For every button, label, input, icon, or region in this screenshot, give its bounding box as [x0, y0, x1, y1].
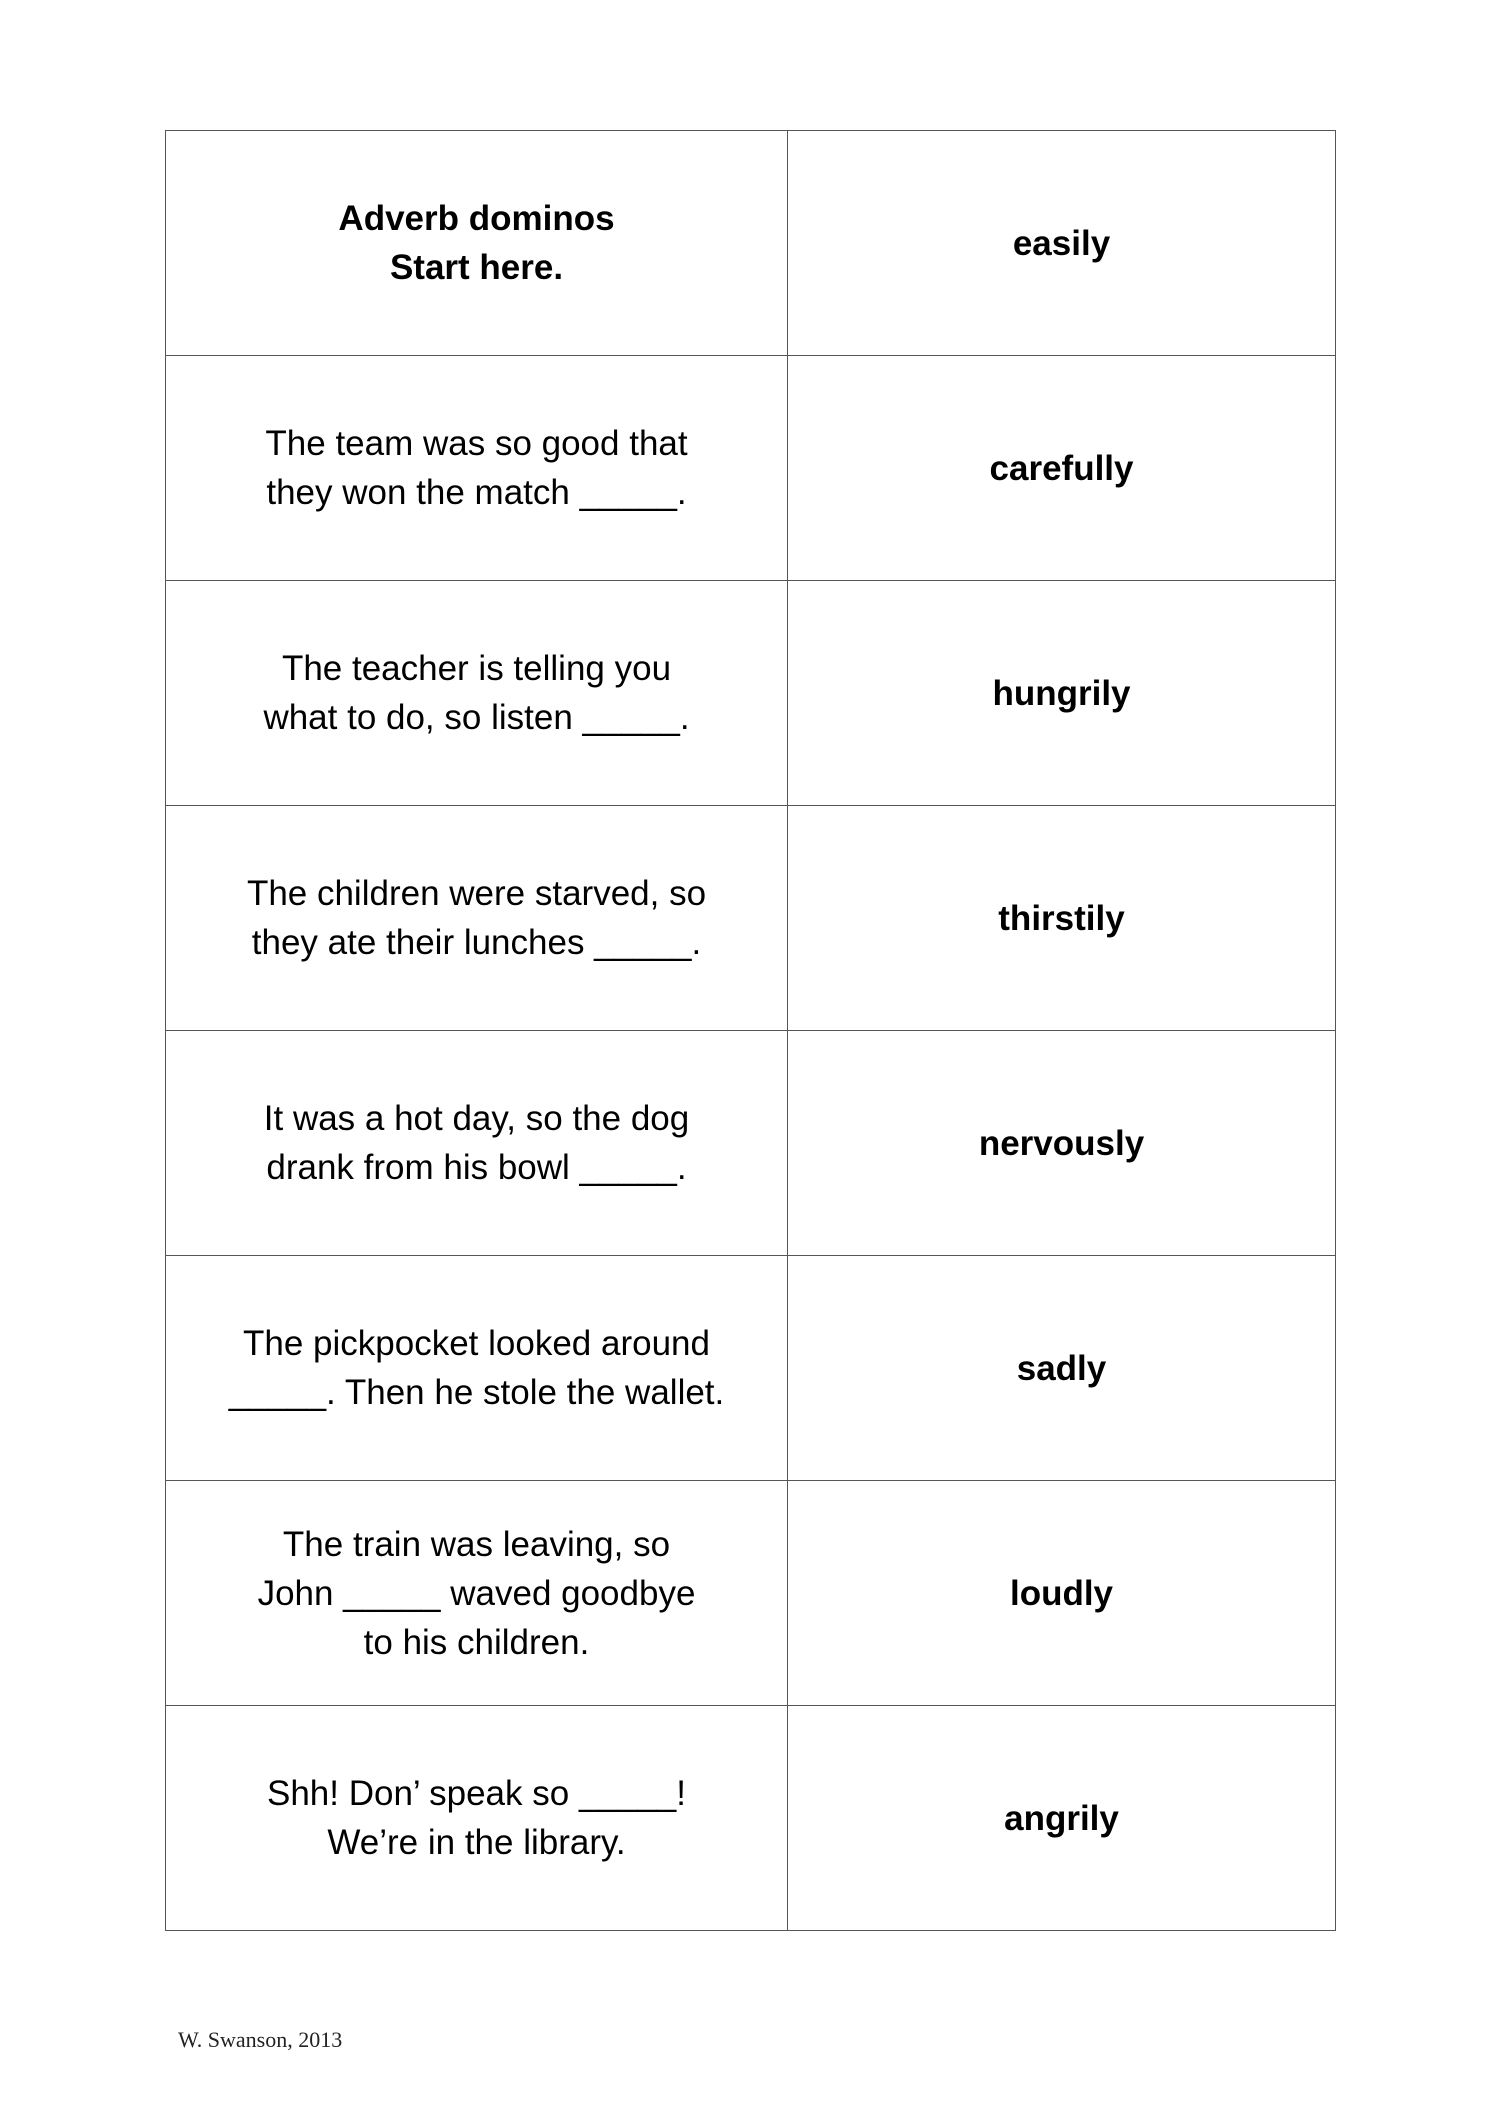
domino-sentence: The teacher is telling you what to do, so listen _____. [166, 581, 788, 806]
domino-sentence: The children were starved, so they ate their lunches _____. [166, 806, 788, 1031]
domino-row [166, 1481, 1336, 1706]
domino-row [166, 1706, 1336, 1931]
author-credit: W. Swanson, 2013 [178, 2027, 343, 2052]
domino-answer: loudly [788, 1481, 1336, 1706]
domino-title: Adverb dominos Start here. [166, 131, 788, 356]
domino-answer: carefully [788, 356, 1336, 581]
domino-row [166, 1031, 1336, 1256]
domino-row [166, 581, 1336, 806]
domino-answer: sadly [788, 1256, 1336, 1481]
domino-sentence: It was a hot day, so the dog drank from his bowl _____. [166, 1031, 788, 1256]
domino-sentence: The train was leaving, so John _____ waved goodbye to his children. [166, 1481, 788, 1706]
domino-row [166, 356, 1336, 581]
domino-sentence: Shh! Don’ speak so _____! We’re in the library. [166, 1706, 788, 1931]
domino-answer: hungrily [788, 581, 1336, 806]
domino-answer: nervously [788, 1031, 1336, 1256]
domino-row-start [166, 131, 1336, 356]
domino-answer: thirstily [788, 806, 1336, 1031]
domino-sentence: The pickpocket looked around _____. Then he stole the wallet. [166, 1256, 788, 1481]
domino-table [165, 130, 1336, 1931]
domino-sentence: The team was so good that they won the match _____. [166, 356, 788, 581]
domino-row [166, 1256, 1336, 1481]
domino-answer: easily [788, 131, 1336, 356]
domino-answer: angrily [788, 1706, 1336, 1931]
domino-row [166, 806, 1336, 1031]
